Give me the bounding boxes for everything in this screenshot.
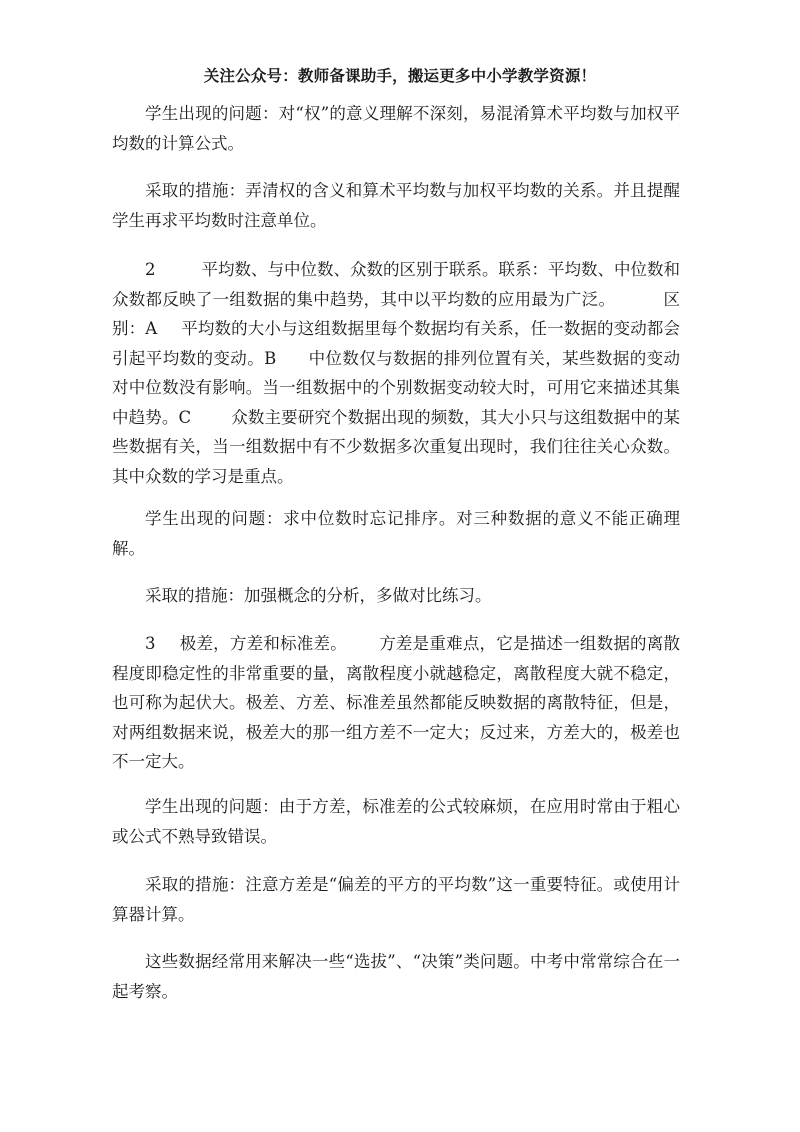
paragraph-section-3 <box>112 629 680 777</box>
section-3-text-2: 方差是重难点，它是描述一组数据的离散程度即稳定性的非常重要的量，离散程度小就越稳定，离散程度大就不稳定，也可称为起伏大。极差、方差、标准差虽然都能反映数据的离散特征，但是，对两组数据来说，极差大的那一组方差不一定大；反过来，方差大的，极差也不一定大。 <box>112 634 681 771</box>
paragraph-problem-variance: 学生出现的问题：由于方差，标准差的公式较麻烦，在应用时常由于粗心或公式不熟导致错误。 <box>112 797 680 846</box>
paragraph-measure-variance: 采取的措施：注意方差是“偏差的平方的平均数”这一重要特征。或使用计算器计算。 <box>112 875 680 924</box>
section-2-text-3: 平均数的大小与这组数据里每个数据均有关系，任一数据的变动都会引起平均数的变动。B <box>112 319 680 368</box>
section-3-text-1: 极差，方差和标准差。 <box>179 634 347 653</box>
paragraph-measure-concept: 采取的措施：加强概念的分析，多做对比练习。 <box>145 586 492 605</box>
paragraph-summary: 这些数据经常用来解决一些“选拔”、“决策”类问题。中考中常常综合在一起考察。 <box>112 952 680 1001</box>
paragraph-measure-weight: 采取的措施：弄清权的含义和算术平均数与加权平均数的关系。并且提醒学生再求平均数时注意单位。 <box>112 181 680 230</box>
section-2-text-5: 众数主要研究个数据出现的频数，其大小只与这组数据中的某些数据有关，当一组数据中有不少数据多次重复出现时，我们往往关心众数。其中众数的学习是重点。 <box>112 407 680 486</box>
section-number: 3 <box>145 634 156 653</box>
section-2-text-4: 中位数仅与数据的排列位置有关，某些数据的变动对中位数没有影响。当一组数据中的个别数据变动较大时，可用它来描述其集中趋势。C <box>112 348 680 427</box>
paragraph-problem-median: 学生出现的问题：求中位数时忘记排序。对三种数据的意义不能正确理解。 <box>112 509 680 558</box>
section-number: 2 <box>145 260 156 279</box>
paragraph-section-2 <box>112 255 680 491</box>
paragraph-problem-weight: 学生出现的问题：对“权”的意义理解不深刻，易混淆算术平均数与加权平均数的计算公式。 <box>112 104 680 153</box>
header-banner: 关注公众号：教师备课助手，搬运更多中小学教学资源！ <box>203 67 597 85</box>
section-2-text-1: 平均数、与中位数、众数的区别于联系。联系：平均数、中位数和众数都反映了一组数据的集中趋势，其中以平均数的应用最为广泛。 <box>112 260 680 309</box>
section-2-text-2: 区别：A <box>112 289 681 338</box>
